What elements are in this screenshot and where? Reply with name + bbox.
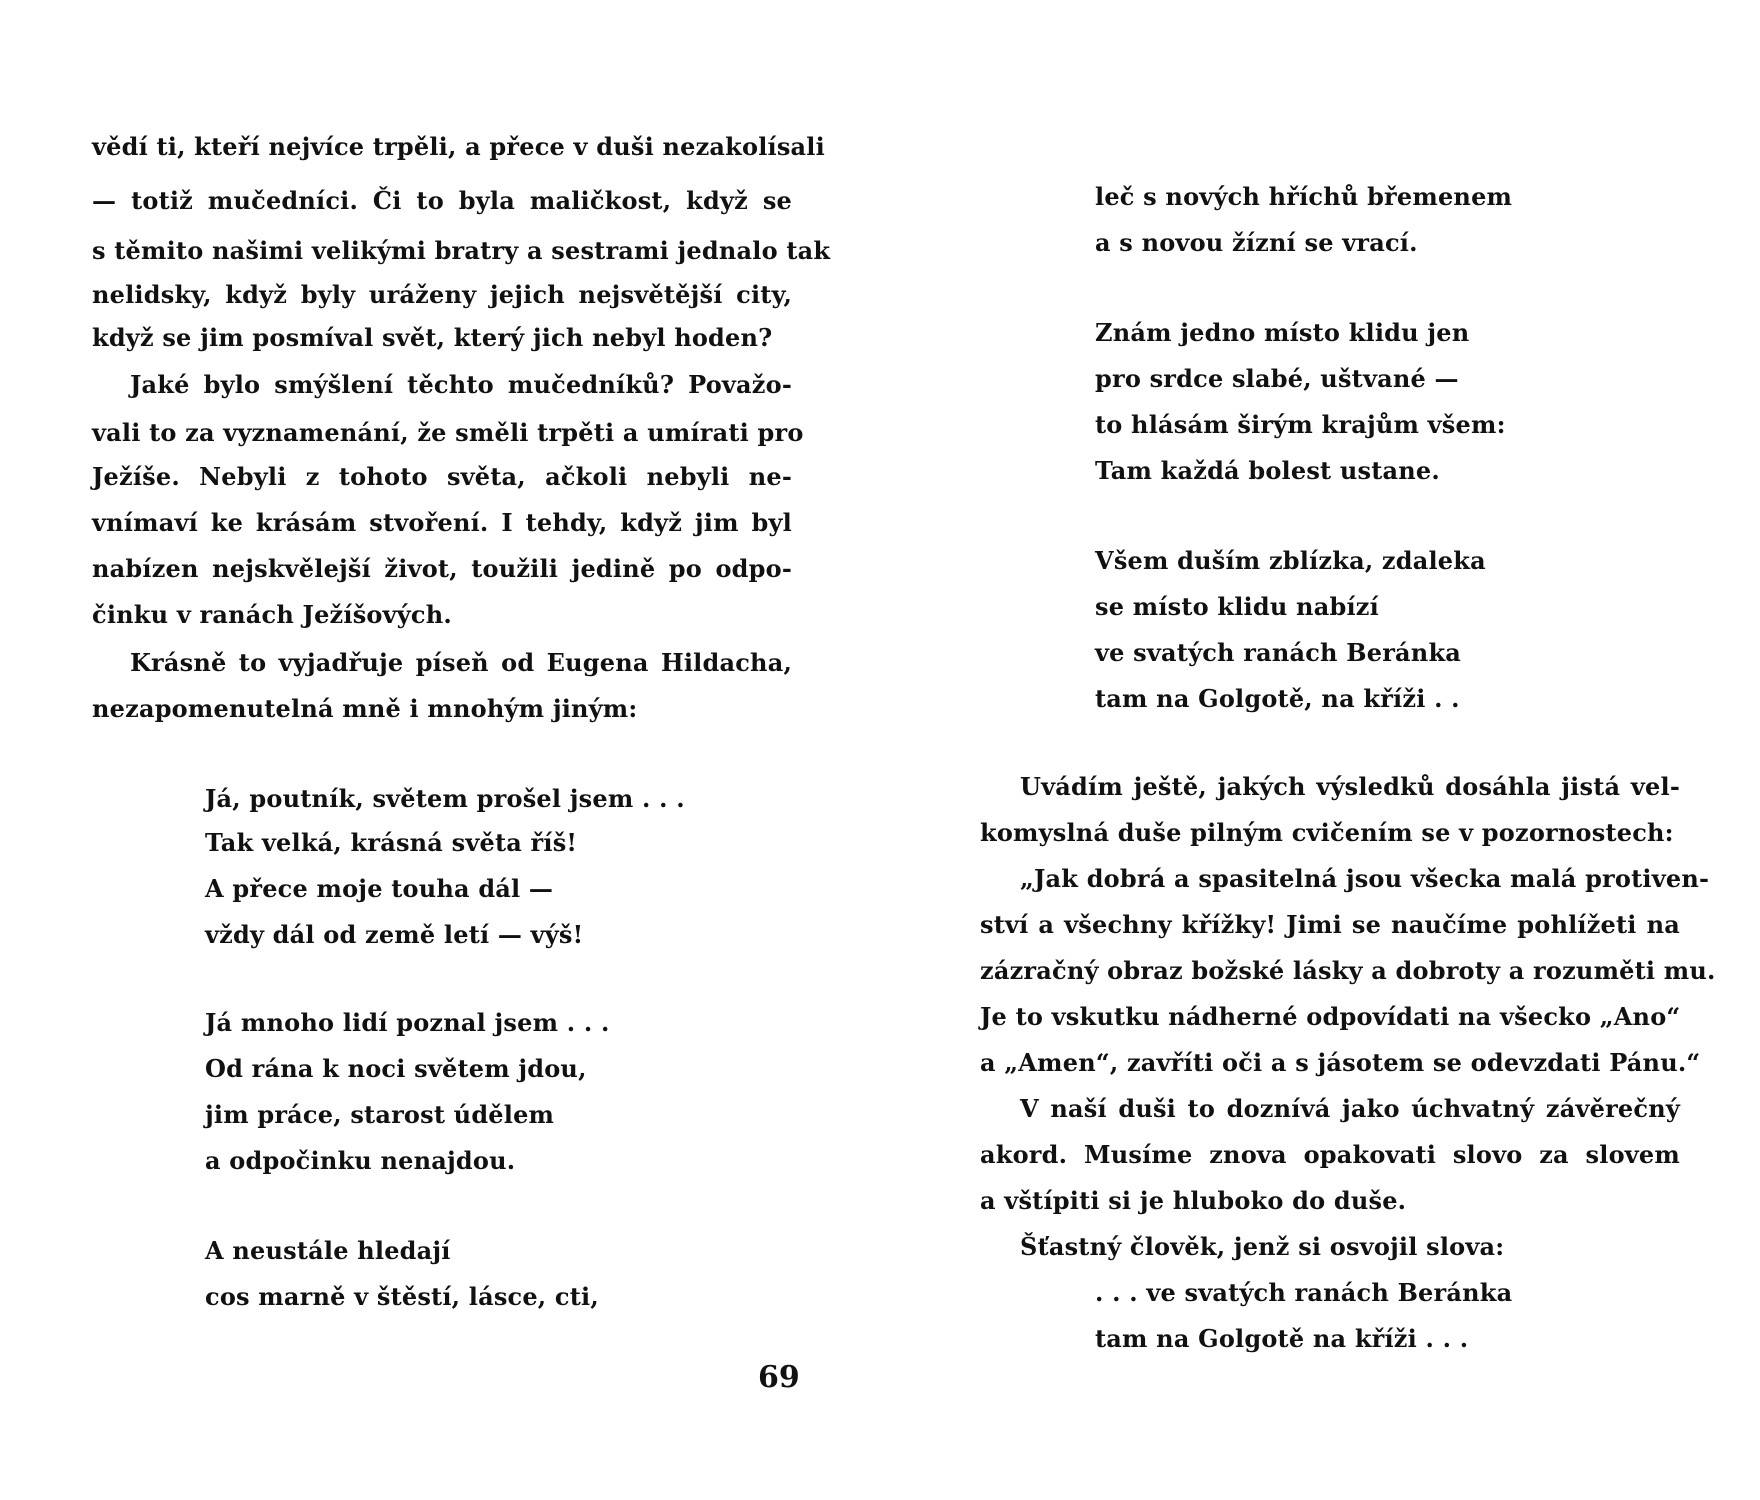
paragraph-line: Uvádím ještě, jakých výsledků dosáhla jistá vel- (1020, 772, 1680, 801)
paragraph-line: Jaké bylo smýšlení těchto mučedníků? Považo- (130, 370, 792, 399)
verse-line: se místo klidu nabízí (1095, 592, 1379, 621)
paragraph-line: nabízen nejskvělejší život, toužili jedině po odpo- (92, 554, 792, 583)
paragraph-line: nelidsky, když byly uráženy jejich nejsvětější city, (92, 280, 792, 309)
paragraph-line: vnímaví ke krásám stvoření. I tehdy, když jim byl (92, 508, 792, 537)
quote-line: tam na Golgotě na kříži . . . (1095, 1324, 1469, 1353)
verse-line: a s novou žízní se vrací. (1095, 228, 1418, 257)
verse-line: vždy dál od země letí — výš! (205, 920, 584, 949)
paragraph-line: ství a všechny křížky! Jimi se naučíme pohlížeti na (980, 910, 1680, 939)
paragraph-line: Ježíše. Nebyli z tohoto světa, ačkoli nebyli ne- (92, 462, 792, 491)
paragraph-line: nezapomenutelná mně i mnohým jiným: (92, 694, 638, 723)
verse-line: a odpočinku nenajdou. (205, 1146, 516, 1175)
paragraph-line: vali to za vyznamenání, že směli trpěti a umírati pro (92, 418, 804, 447)
quote-line: . . . ve svatých ranách Beránka (1095, 1278, 1513, 1307)
paragraph-line: akord. Musíme znova opakovati slovo za slovem (980, 1140, 1680, 1169)
paragraph-line: vědí ti, kteří nejvíce trpěli, a přece v duši nezakolísali (92, 132, 825, 161)
paragraph-line: a vštípiti si je hluboko do duše. (980, 1186, 1407, 1215)
verse-line: pro srdce slabé, uštvané — (1095, 364, 1459, 393)
paragraph-line: — totiž mučedníci. Či to byla maličkost, když se (92, 186, 792, 215)
paragraph-line: V naší duši to doznívá jako úchvatný závěrečný (1020, 1094, 1680, 1123)
page-number: 69 (758, 1360, 800, 1395)
verse-line: cos marně v štěstí, lásce, cti, (205, 1282, 599, 1311)
verse-line: Od rána k noci světem jdou, (205, 1054, 587, 1083)
verse-line: Já mnoho lidí poznal jsem . . . (205, 1008, 610, 1037)
verse-line: A přece moje touha dál — (205, 874, 554, 903)
paragraph-line: Krásně to vyjadřuje píseň od Eugena Hildacha, (130, 648, 792, 677)
verse-line: Znám jedno místo klidu jen (1095, 318, 1470, 347)
paragraph-line: Je to vskutku nádherné odpovídati na všecko „Ano“ (980, 1002, 1681, 1031)
paragraph-line: když se jim posmíval svět, který jich nebyl hoden? (92, 323, 773, 352)
paragraph-line: zázračný obraz božské lásky a dobroty a rozuměti mu. (980, 956, 1716, 985)
paragraph-line: s těmito našimi velikými bratry a sestrami jednalo tak (92, 236, 831, 265)
verse-line: jim práce, starost údělem (205, 1100, 555, 1129)
verse-line: Já, poutník, světem prošel jsem . . . (205, 784, 685, 813)
right-page (880, 0, 1760, 1500)
paragraph-line: a „Amen“, zavříti oči a s jásotem se odevzdati Pánu.“ (980, 1048, 1701, 1077)
verse-line: ve svatých ranách Beránka (1095, 638, 1462, 667)
verse-line: A neustále hledají (205, 1236, 451, 1265)
verse-line: Všem duším zblízka, zdaleka (1095, 546, 1486, 575)
verse-line: to hlásám širým krajům všem: (1095, 410, 1506, 439)
verse-line: Tam každá bolest ustane. (1095, 456, 1440, 485)
paragraph-line: činku v ranách Ježíšových. (92, 600, 452, 629)
paragraph-line: „Jak dobrá a spasitelná jsou všecka malá protiven- (1020, 864, 1710, 893)
verse-line: Tak velká, krásná světa říš! (205, 828, 578, 857)
paragraph-line: Šťastný člověk, jenž si osvojil slova: (1020, 1232, 1505, 1261)
verse-line: leč s nových hříchů břemenem (1095, 182, 1513, 211)
paragraph-line: komyslná duše pilným cvičením se v pozornostech: (980, 818, 1674, 847)
verse-line: tam na Golgotě, na kříži . . (1095, 684, 1460, 713)
